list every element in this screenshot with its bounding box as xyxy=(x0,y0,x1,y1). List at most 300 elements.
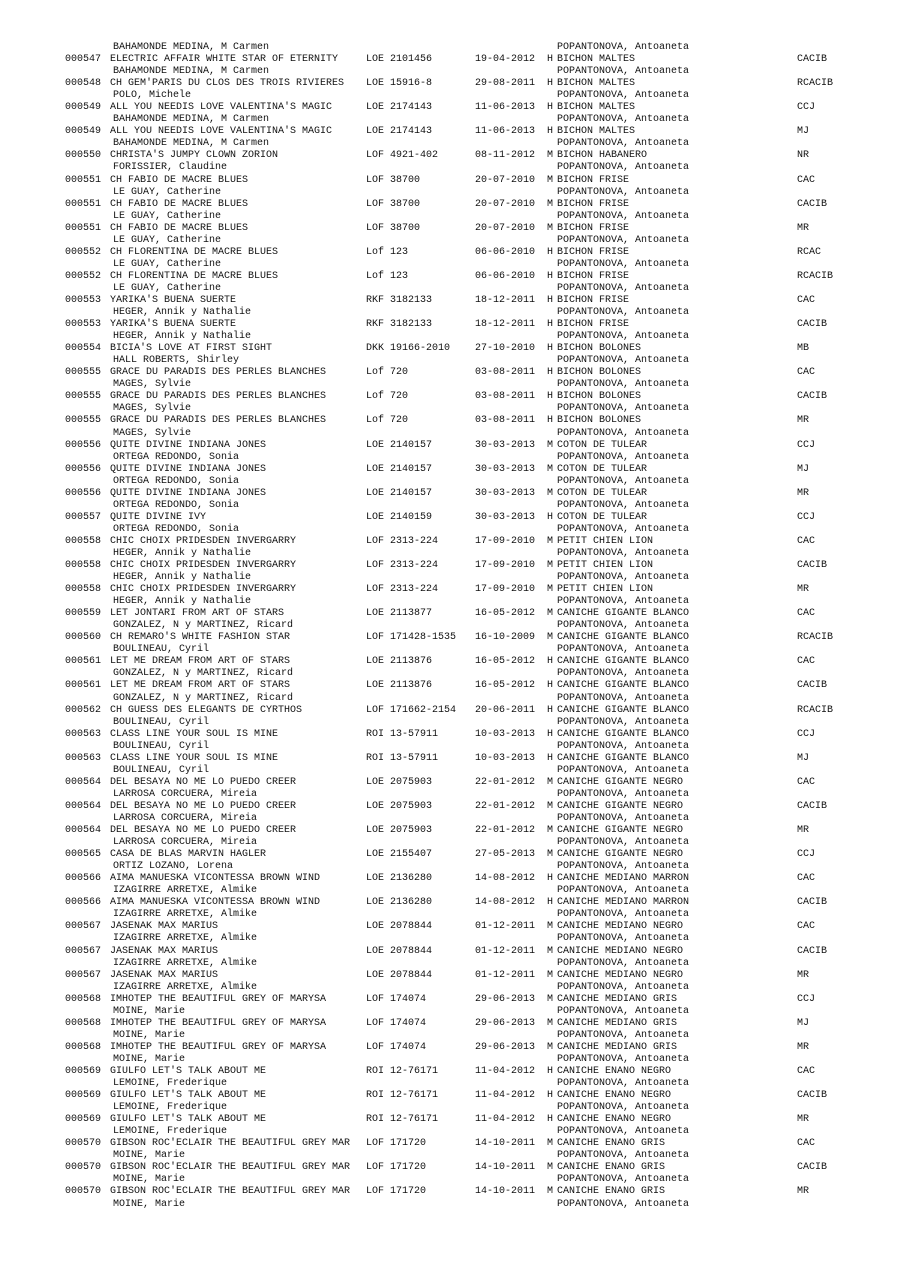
judge-name: POPANTONOVA, Antoaneta xyxy=(557,1078,690,1090)
registration-number: LOE 2136280 xyxy=(366,873,433,885)
entry-detail-line xyxy=(0,355,905,367)
breed: BICHON MALTES xyxy=(557,54,636,66)
entry-detail-line xyxy=(0,90,905,102)
dog-name: GIULFO LET'S TALK ABOUT ME xyxy=(110,1065,267,1077)
entry-line xyxy=(0,78,905,90)
entry-detail-line xyxy=(0,1199,905,1211)
dog-name: QUITE DIVINE INDIANA JONES xyxy=(110,463,267,475)
breed: BICHON BOLONES xyxy=(557,391,642,403)
entry-detail-line xyxy=(0,765,905,777)
breed: COTON DE TULEAR xyxy=(557,439,648,451)
registration-number: LOF 171662-2154 xyxy=(366,704,457,716)
entry-detail-line xyxy=(0,958,905,970)
award: CACIB xyxy=(797,391,828,403)
judge-name: POPANTONOVA, Antoaneta xyxy=(557,644,690,656)
judge-name: POPANTONOVA, Antoaneta xyxy=(557,572,690,584)
judge-name: POPANTONOVA, Antoaneta xyxy=(557,114,690,126)
judge-name: POPANTONOVA, Antoaneta xyxy=(557,861,690,873)
owner-name: MOINE, Marie xyxy=(113,1174,186,1186)
header-judge: POPANTONOVA, Antoaneta xyxy=(557,42,690,53)
judge-name: POPANTONOVA, Antoaneta xyxy=(557,837,690,849)
entry-number: 000552 xyxy=(65,246,102,258)
birth-date: 29-08-2011 xyxy=(475,78,536,90)
registration-number: LOE 2140157 xyxy=(366,463,433,475)
registration-number: ROI 12-76171 xyxy=(366,1065,439,1077)
birth-date: 30-03-2013 xyxy=(475,439,536,451)
award: MJ xyxy=(797,752,810,764)
registration-number: LOF 38700 xyxy=(366,174,421,186)
award: CCJ xyxy=(797,439,816,451)
owner-name: MOINE, Marie xyxy=(113,1005,186,1017)
breed: CANICHE GIGANTE BLANCO xyxy=(557,608,690,620)
birth-date: 17-09-2010 xyxy=(475,560,536,572)
sex-code: M xyxy=(547,439,554,451)
sex-code: H xyxy=(547,897,554,909)
dog-name: CHRISTA'S JUMPY CLOWN ZORION xyxy=(110,150,279,162)
judge-name: POPANTONOVA, Antoaneta xyxy=(557,813,690,824)
entry-number: 000556 xyxy=(65,463,102,475)
award: CACIB xyxy=(797,800,828,812)
entry-detail-line xyxy=(0,1174,905,1186)
owner-name: BOULINEAU, Cyril xyxy=(113,740,210,752)
dog-name: AIMA MANUESKA VICONTESSA BROWN WIND xyxy=(110,897,321,909)
award: CAC xyxy=(797,535,816,547)
breed: CANICHE GIGANTE BLANCO xyxy=(557,680,690,692)
entry-detail-line xyxy=(0,596,905,608)
entry-detail-line xyxy=(0,693,905,705)
award: MR xyxy=(797,825,810,837)
registration-number: LOF 38700 xyxy=(366,198,421,210)
award: CCJ xyxy=(797,849,816,861)
registration-number: LOE 2140157 xyxy=(366,487,433,499)
sex-code: H xyxy=(547,102,554,114)
entry-line xyxy=(0,367,905,379)
registration-number: RKF 3182133 xyxy=(366,319,433,331)
award: RCACIB xyxy=(797,704,834,716)
award: MR xyxy=(797,222,810,234)
judge-name: POPANTONOVA, Antoaneta xyxy=(557,90,690,102)
entry-detail-line xyxy=(0,1054,905,1066)
dog-name: AIMA MANUESKA VICONTESSA BROWN WIND xyxy=(110,873,321,885)
owner-name: HEGER, Annik y Nathalie xyxy=(113,596,252,608)
entry-detail-line xyxy=(0,524,905,536)
sex-code: H xyxy=(547,873,554,885)
breed: BICHON FRISE xyxy=(557,270,630,282)
sex-code: H xyxy=(547,391,554,403)
registration-number: LOF 38700 xyxy=(366,222,421,234)
dog-name: LET JONTARI FROM ART OF STARS xyxy=(110,608,285,620)
award: CACIB xyxy=(797,897,828,909)
entry-number: 000567 xyxy=(65,945,102,957)
birth-date: 10-03-2013 xyxy=(475,728,536,740)
entry-line xyxy=(0,753,905,765)
award: CCJ xyxy=(797,511,816,523)
judge-name: POPANTONOVA, Antoaneta xyxy=(557,981,690,993)
dog-name: LET ME DREAM FROM ART OF STARS xyxy=(110,656,291,668)
breed: BICHON FRISE xyxy=(557,198,630,210)
registration-number: LOE 2078844 xyxy=(366,921,433,933)
award: MR xyxy=(797,584,810,596)
entry-number: 000549 xyxy=(65,126,102,138)
owner-name: LEMOINE, Frederique xyxy=(113,1102,228,1114)
owner-name: BOULINEAU, Cyril xyxy=(113,644,210,656)
birth-date: 14-10-2011 xyxy=(475,1186,536,1198)
breed: PETIT CHIEN LION xyxy=(557,584,654,596)
sex-code: H xyxy=(547,1114,554,1126)
award: MR xyxy=(797,969,810,981)
owner-name: ORTEGA REDONDO, Sonia xyxy=(113,451,240,463)
entry-detail-line xyxy=(0,1030,905,1042)
owner-name: POLO, Michele xyxy=(113,90,192,102)
judge-name: POPANTONOVA, Antoaneta xyxy=(557,379,690,391)
dog-name: GIBSON ROC'ECLAIR THE BEAUTIFUL GREY MAR xyxy=(110,1162,351,1174)
entry-line xyxy=(0,464,905,476)
entry-detail-line xyxy=(0,548,905,560)
registration-number: LOF 4921-402 xyxy=(366,150,439,162)
judge-name: POPANTONOVA, Antoaneta xyxy=(557,668,690,680)
award: CAC xyxy=(797,1138,816,1150)
breed: CANICHE ENANO GRIS xyxy=(557,1186,666,1198)
entry-detail-line xyxy=(0,741,905,753)
birth-date: 06-06-2010 xyxy=(475,270,536,282)
dog-name: JASENAK MAX MARIUS xyxy=(110,921,219,933)
dog-name: ALL YOU NEEDIS LOVE VALENTINA'S MAGIC xyxy=(110,126,333,138)
birth-date: 03-08-2011 xyxy=(475,367,536,379)
birth-date: 17-09-2010 xyxy=(475,535,536,547)
dog-name: GRACE DU PARADIS DES PERLES BLANCHES xyxy=(110,391,327,403)
owner-name: BOULINEAU, Cyril xyxy=(113,716,210,728)
dog-name: YARIKA'S BUENA SUERTE xyxy=(110,294,237,306)
entry-number: 000570 xyxy=(65,1162,102,1174)
owner-name: GONZALEZ, N y MARTINEZ, Ricard xyxy=(113,668,294,680)
breed: CANICHE MEDIANO GRIS xyxy=(557,1017,678,1029)
owner-name: IZAGIRRE ARRETXE, Almike xyxy=(113,909,258,921)
sex-code: M xyxy=(547,921,554,933)
award: CACIB xyxy=(797,680,828,692)
registration-number: LOE 2075903 xyxy=(366,800,433,812)
entry-number: 000569 xyxy=(65,1065,102,1077)
owner-name: MOINE, Marie xyxy=(113,1150,186,1162)
judge-name: POPANTONOVA, Antoaneta xyxy=(557,210,690,222)
owner-name: BAHAMONDE MEDINA, M Carmen xyxy=(113,138,270,150)
registration-number: LOE 2174143 xyxy=(366,126,433,138)
birth-date: 29-06-2013 xyxy=(475,993,536,1005)
entry-detail-line xyxy=(0,476,905,488)
registration-number: LOE 2155407 xyxy=(366,849,433,861)
sex-code: M xyxy=(547,1017,554,1029)
entry-number: 000555 xyxy=(65,391,102,403)
registration-number: LOE 2136280 xyxy=(366,897,433,909)
breed: BICHON FRISE xyxy=(557,246,630,258)
entry-line xyxy=(0,584,905,596)
birth-date: 18-12-2011 xyxy=(475,319,536,331)
entry-line xyxy=(0,801,905,813)
birth-date: 01-12-2011 xyxy=(475,945,536,957)
sex-code: M xyxy=(547,825,554,837)
birth-date: 03-08-2011 xyxy=(475,415,536,427)
award: CACIB xyxy=(797,560,828,572)
judge-name: POPANTONOVA, Antoaneta xyxy=(557,66,690,78)
dog-name: GIULFO LET'S TALK ABOUT ME xyxy=(110,1114,267,1126)
award: CCJ xyxy=(797,102,816,114)
entry-detail-line xyxy=(0,162,905,174)
entry-detail-line xyxy=(0,66,905,78)
breed: CANICHE MEDIANO NEGRO xyxy=(557,945,684,957)
breed: COTON DE TULEAR xyxy=(557,511,648,523)
entry-detail-line xyxy=(0,187,905,199)
award: RCACIB xyxy=(797,632,834,644)
breed: CANICHE GIGANTE NEGRO xyxy=(557,825,684,837)
entry-line xyxy=(0,825,905,837)
entry-line xyxy=(0,873,905,885)
entry-detail-line xyxy=(0,114,905,126)
registration-number: LOF 174074 xyxy=(366,1041,427,1053)
registration-number: ROI 13-57911 xyxy=(366,752,439,764)
sex-code: M xyxy=(547,1186,554,1198)
dog-name: CH FABIO DE MACRE BLUES xyxy=(110,174,249,186)
entry-detail-line xyxy=(0,644,905,656)
sex-code: M xyxy=(547,776,554,788)
sex-code: H xyxy=(547,704,554,716)
dog-name: JASENAK MAX MARIUS xyxy=(110,945,219,957)
dog-name: CLASS LINE YOUR SOUL IS MINE xyxy=(110,752,279,764)
entry-detail-line xyxy=(0,452,905,464)
dog-name: ALL YOU NEEDIS LOVE VALENTINA'S MAGIC xyxy=(110,102,333,114)
dog-name: CHIC CHOIX PRIDESDEN INVERGARRY xyxy=(110,560,297,572)
entry-detail-line xyxy=(0,933,905,945)
sex-code: H xyxy=(547,511,554,523)
judge-name: POPANTONOVA, Antoaneta xyxy=(557,331,690,343)
award: CACIB xyxy=(797,1162,828,1174)
entry-line xyxy=(0,536,905,548)
award: CAC xyxy=(797,294,816,306)
owner-name: BOULINEAU, Cyril xyxy=(113,764,210,776)
judge-name: POPANTONOVA, Antoaneta xyxy=(557,692,690,704)
award: CAC xyxy=(797,656,816,668)
award: CAC xyxy=(797,776,816,788)
entry-detail-line xyxy=(0,1102,905,1114)
birth-date: 22-01-2012 xyxy=(475,800,536,812)
registration-number: LOF 171720 xyxy=(366,1162,427,1174)
registration-number: RKF 3182133 xyxy=(366,294,433,306)
birth-date: 11-04-2012 xyxy=(475,1114,536,1126)
dog-name: DEL BESAYA NO ME LO PUEDO CREER xyxy=(110,825,297,837)
judge-name: POPANTONOVA, Antoaneta xyxy=(557,1053,690,1065)
entry-number: 000569 xyxy=(65,1114,102,1126)
sex-code: H xyxy=(547,367,554,379)
entry-line xyxy=(0,849,905,861)
entry-detail-line xyxy=(0,428,905,440)
sex-code: H xyxy=(547,294,554,306)
owner-name: LARROSA CORCUERA, Mireia xyxy=(113,837,258,849)
entry-number: 000562 xyxy=(65,704,102,716)
entry-detail-line xyxy=(0,861,905,873)
breed: BICHON FRISE xyxy=(557,294,630,306)
judge-name: POPANTONOVA, Antoaneta xyxy=(557,788,690,800)
owner-name: LEMOINE, Frederique xyxy=(113,1078,228,1090)
judge-name: POPANTONOVA, Antoaneta xyxy=(557,547,690,559)
registration-number: LOE 2113876 xyxy=(366,656,433,668)
owner-name: MAGES, Sylvie xyxy=(113,403,192,415)
entry-detail-line xyxy=(0,813,905,825)
sex-code: H xyxy=(547,1065,554,1077)
entry-line xyxy=(0,1066,905,1078)
birth-date: 14-08-2012 xyxy=(475,897,536,909)
breed: BICHON HABANERO xyxy=(557,150,648,162)
birth-date: 19-04-2012 xyxy=(475,54,536,66)
dog-name: CHIC CHOIX PRIDESDEN INVERGARRY xyxy=(110,535,297,547)
birth-date: 30-03-2013 xyxy=(475,487,536,499)
dog-name: CLASS LINE YOUR SOUL IS MINE xyxy=(110,728,279,740)
judge-name: POPANTONOVA, Antoaneta xyxy=(557,1174,690,1186)
birth-date: 16-05-2012 xyxy=(475,608,536,620)
registration-number: LOF 174074 xyxy=(366,1017,427,1029)
entry-line xyxy=(0,777,905,789)
sex-code: H xyxy=(547,752,554,764)
entry-number: 000551 xyxy=(65,198,102,210)
entry-number: 000563 xyxy=(65,728,102,740)
sex-code: M xyxy=(547,535,554,547)
award: MJ xyxy=(797,1017,810,1029)
owner-name: GONZALEZ, N y MARTINEZ, Ricard xyxy=(113,692,294,704)
sex-code: M xyxy=(547,560,554,572)
breed: CANICHE MEDIANO MARRON xyxy=(557,873,690,885)
entry-detail-line xyxy=(0,211,905,223)
entry-line xyxy=(0,1042,905,1054)
breed: CANICHE MEDIANO NEGRO xyxy=(557,969,684,981)
judge-name: POPANTONOVA, Antoaneta xyxy=(557,885,690,897)
entry-line xyxy=(0,319,905,331)
sex-code: M xyxy=(547,1162,554,1174)
dog-name: QUITE DIVINE INDIANA JONES xyxy=(110,487,267,499)
owner-name: MOINE, Marie xyxy=(113,1198,186,1210)
birth-date: 14-10-2011 xyxy=(475,1162,536,1174)
sex-code: M xyxy=(547,1138,554,1150)
registration-number: LOE 2140159 xyxy=(366,511,433,523)
header-line xyxy=(0,42,905,54)
birth-date: 20-07-2010 xyxy=(475,222,536,234)
award: RCACIB xyxy=(797,78,834,90)
entry-line xyxy=(0,994,905,1006)
entry-line xyxy=(0,223,905,235)
entry-line xyxy=(0,488,905,500)
judge-name: POPANTONOVA, Antoaneta xyxy=(557,933,690,945)
birth-date: 11-04-2012 xyxy=(475,1090,536,1102)
entry-line xyxy=(0,632,905,644)
award: CACIB xyxy=(797,319,828,331)
owner-name: BAHAMONDE MEDINA, M Carmen xyxy=(113,66,270,78)
breed: CANICHE MEDIANO GRIS xyxy=(557,993,678,1005)
entry-detail-line xyxy=(0,1078,905,1090)
entry-number: 000556 xyxy=(65,487,102,499)
birth-date: 06-06-2010 xyxy=(475,246,536,258)
sex-code: M xyxy=(547,150,554,162)
entry-number: 000547 xyxy=(65,54,102,66)
birth-date: 16-05-2012 xyxy=(475,656,536,668)
breed: BICHON BOLONES xyxy=(557,343,642,355)
dog-name: DEL BESAYA NO ME LO PUEDO CREER xyxy=(110,776,297,788)
entry-line xyxy=(0,656,905,668)
birth-date: 22-01-2012 xyxy=(475,776,536,788)
entry-number: 000549 xyxy=(65,102,102,114)
judge-name: POPANTONOVA, Antoaneta xyxy=(557,1102,690,1114)
entry-number: 000553 xyxy=(65,319,102,331)
registration-number: LOF 171428-1535 xyxy=(366,632,457,644)
sex-code: M xyxy=(547,969,554,981)
entry-detail-line xyxy=(0,1006,905,1018)
owner-name: LARROSA CORCUERA, Mireia xyxy=(113,813,258,824)
owner-name: BAHAMONDE MEDINA, M Carmen xyxy=(113,114,270,126)
award: MR xyxy=(797,415,810,427)
award: MR xyxy=(797,1186,810,1198)
birth-date: 03-08-2011 xyxy=(475,391,536,403)
sex-code: M xyxy=(547,993,554,1005)
entry-detail-line xyxy=(0,909,905,921)
entry-line xyxy=(0,1138,905,1150)
owner-name: IZAGIRRE ARRETXE, Almike xyxy=(113,957,258,969)
birth-date: 18-12-2011 xyxy=(475,294,536,306)
judge-name: POPANTONOVA, Antoaneta xyxy=(557,1029,690,1041)
sex-code: H xyxy=(547,54,554,66)
entry-line xyxy=(0,970,905,982)
birth-date: 14-10-2011 xyxy=(475,1138,536,1150)
judge-name: POPANTONOVA, Antoaneta xyxy=(557,620,690,632)
results-listing xyxy=(0,42,905,1211)
entry-number: 000552 xyxy=(65,270,102,282)
registration-number: LOF 174074 xyxy=(366,993,427,1005)
dog-name: LET ME DREAM FROM ART OF STARS xyxy=(110,680,291,692)
judge-name: POPANTONOVA, Antoaneta xyxy=(557,499,690,511)
breed: BICHON FRISE xyxy=(557,319,630,331)
entry-number: 000564 xyxy=(65,776,102,788)
owner-name: ORTEGA REDONDO, Sonia xyxy=(113,523,240,535)
entry-number: 000564 xyxy=(65,825,102,837)
owner-name: FORISSIER, Claudine xyxy=(113,162,228,174)
breed: COTON DE TULEAR xyxy=(557,487,648,499)
dog-name: GIULFO LET'S TALK ABOUT ME xyxy=(110,1090,267,1102)
entry-line xyxy=(0,271,905,283)
entry-number: 000567 xyxy=(65,969,102,981)
header-owner: BAHAMONDE MEDINA, M Carmen xyxy=(113,42,270,53)
judge-name: POPANTONOVA, Antoaneta xyxy=(557,716,690,728)
judge-name: POPANTONOVA, Antoaneta xyxy=(557,596,690,608)
owner-name: MOINE, Marie xyxy=(113,1029,186,1041)
judge-name: POPANTONOVA, Antoaneta xyxy=(557,1150,690,1162)
breed: BICHON MALTES xyxy=(557,78,636,90)
owner-name: LE GUAY, Catherine xyxy=(113,210,222,222)
owner-name: LE GUAY, Catherine xyxy=(113,258,222,270)
award: CAC xyxy=(797,174,816,186)
judge-name: POPANTONOVA, Antoaneta xyxy=(557,355,690,367)
sex-code: H xyxy=(547,319,554,331)
entry-line xyxy=(0,560,905,572)
entry-detail-line xyxy=(0,1126,905,1138)
registration-number: Lof 123 xyxy=(366,246,409,258)
birth-date: 30-03-2013 xyxy=(475,463,536,475)
dog-name: GIBSON ROC'ECLAIR THE BEAUTIFUL GREY MAR xyxy=(110,1138,351,1150)
breed: CANICHE GIGANTE NEGRO xyxy=(557,776,684,788)
entry-line xyxy=(0,705,905,717)
dog-name: CH FABIO DE MACRE BLUES xyxy=(110,198,249,210)
judge-name: POPANTONOVA, Antoaneta xyxy=(557,740,690,752)
dog-name: IMHOTEP THE BEAUTIFUL GREY OF MARYSA xyxy=(110,1041,327,1053)
sex-code: M xyxy=(547,174,554,186)
entry-number: 000565 xyxy=(65,849,102,861)
registration-number: ROI 13-57911 xyxy=(366,728,439,740)
owner-name: LARROSA CORCUERA, Mireia xyxy=(113,788,258,800)
registration-number: ROI 12-76171 xyxy=(366,1114,439,1126)
birth-date: 16-10-2009 xyxy=(475,632,536,644)
